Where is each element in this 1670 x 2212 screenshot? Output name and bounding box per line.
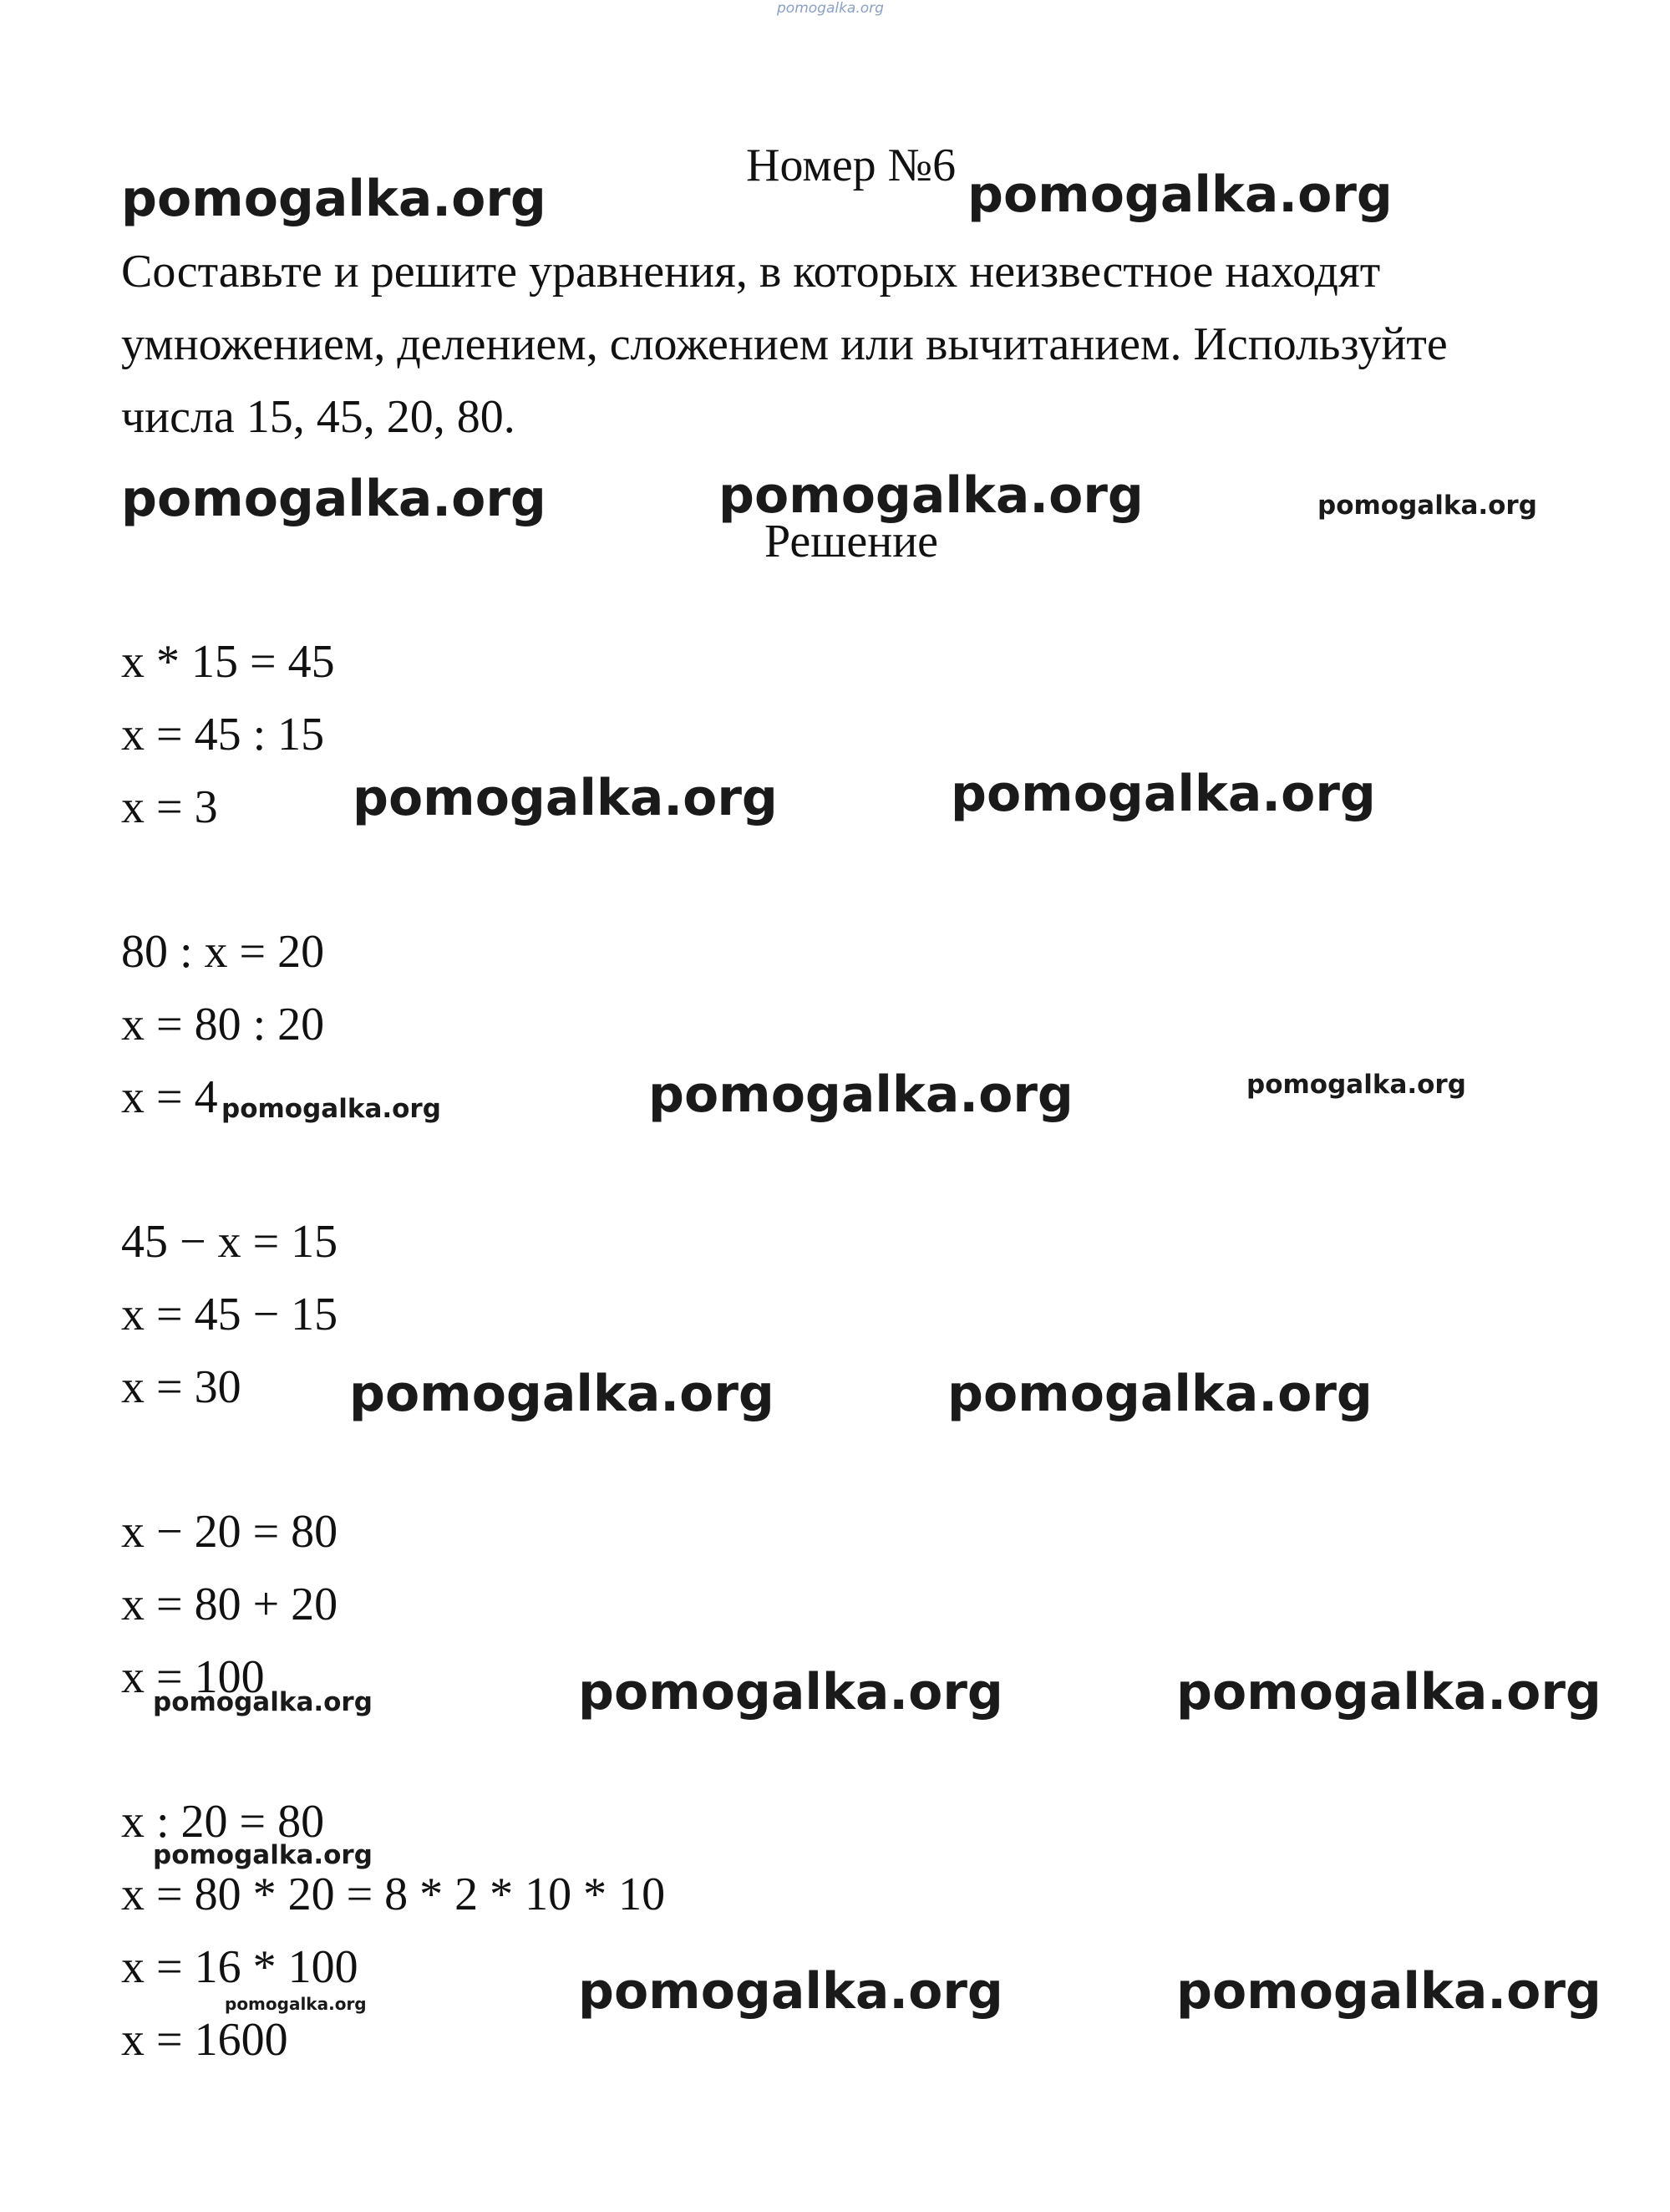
equation-line: x = 45 − 15 [121,1289,338,1340]
watermark: pomogalka.org [718,466,1144,525]
watermark: pomogalka.org [578,1962,1003,2021]
equation-line: x = 80 + 20 [121,1579,338,1630]
watermark: pomogalka.org [951,765,1376,823]
equation-line: x = 80 * 20 = 8 * 2 * 10 * 10 [121,1869,666,1920]
equation-line: x = 80 : 20 [121,999,325,1050]
watermark: pomogalka.org [648,1065,1074,1124]
equation-line: x = 3 [121,781,218,833]
watermark: pomogalka.org [225,1994,367,2014]
watermark: pomogalka.org [153,1840,373,1870]
solution-heading: Решение [764,516,939,567]
equation-line: x = 4 [121,1071,218,1123]
equation-line: x = 45 : 15 [121,709,325,760]
page-title: Номер №6 [746,140,957,191]
equation-line: 80 : x = 20 [121,926,325,978]
watermark: pomogalka.org [153,1687,373,1717]
task-line-1: Составьте и решите уравнения, в которых неизвестное находят [121,246,1381,297]
equation-line: x = 16 * 100 [121,1941,358,1993]
watermark: pomogalka.org [578,1663,1003,1721]
watermark: pomogalka.org [947,1365,1373,1423]
watermark: pomogalka.org [349,1365,774,1423]
equation-line: x − 20 = 80 [121,1506,338,1558]
equation-line: x = 30 [121,1361,241,1413]
task-line-2: умножением, делением, сложением или вычитанием. Используйте [121,318,1448,370]
task-line-3: числа 15, 45, 20, 80. [121,391,515,443]
watermark: pomogalka.org [967,165,1393,224]
equation-line: x : 20 = 80 [121,1796,325,1848]
equation-line: 45 − x = 15 [121,1216,338,1268]
watermark: pomogalka.org [1176,1962,1601,2021]
watermark: pomogalka.org [1176,1663,1601,1721]
equation-line: x = 1600 [121,2014,288,2066]
watermark-top: pomogalka.org [777,0,884,17]
watermark: pomogalka.org [353,769,778,827]
equation-line: x = 100 [121,1651,265,1703]
watermark: pomogalka.org [1317,491,1537,521]
watermark: pomogalka.org [121,470,546,528]
watermark: pomogalka.org [1246,1070,1466,1100]
watermark: pomogalka.org [221,1094,441,1124]
equation-line: x * 15 = 45 [121,636,335,688]
watermark: pomogalka.org [121,170,546,228]
